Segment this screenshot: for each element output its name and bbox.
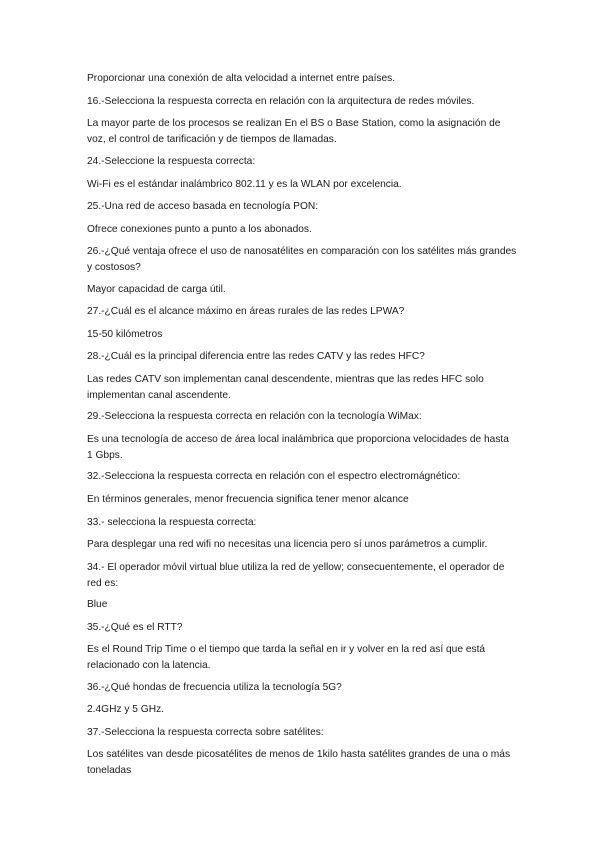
question-text: 16.-Selecciona la respuesta correcta en relación con la arquitectura de redes móviles. bbox=[87, 96, 475, 107]
question-text: 27.-¿Cuál es el alcance máximo en áreas rurales de las redes LPWA? bbox=[87, 306, 405, 317]
answer-text: Es el Round Trip Time o el tiempo que tarda la señal en ir y volver en la red así que está relacionado con la latencia. bbox=[87, 644, 486, 671]
answer-text: En términos generales, menor frecuencia significa tener menor alcance bbox=[87, 494, 409, 505]
question-text: 34.- El operador móvil virtual blue utiliza la red de yellow; consecuentemente, el operador de red es: bbox=[87, 562, 505, 589]
question-text: 36.-¿Qué hondas de frecuencia utiliza la tecnología 5G? bbox=[87, 682, 342, 693]
answer-text: 15-50 kilómetros bbox=[87, 329, 163, 340]
question-text: 26.-¿Qué ventaja ofrece el uso de nanosatélites en comparación con los satélites más grandes y costosos? bbox=[87, 246, 517, 273]
answer-text: Los satélites van desde picosatélites de menos de 1kilo hasta satélites grandes de una o más toneladas bbox=[87, 749, 511, 776]
answer-text: Para desplegar una red wifi no necesitas una licencia pero sí unos parámetros a cumplir. bbox=[87, 539, 488, 550]
answer-text: Las redes CATV son implementan canal descendente, mientras que las redes HFC solo implementan canal ascendente. bbox=[87, 374, 484, 401]
answer-text: Mayor capacidad de carga útil. bbox=[87, 284, 226, 295]
answer-text: La mayor parte de los procesos se realizan En el BS o Base Station, como la asignación de voz, el control de tarificación y de tiempos de llamadas. bbox=[87, 118, 501, 145]
question-text: 28.-¿Cuál es la principal diferencia entre las redes CATV y las redes HFC? bbox=[87, 351, 425, 362]
question-text: 24.-Seleccione la respuesta correcta: bbox=[87, 156, 256, 167]
question-text: 29.-Selecciona la respuesta correcta en relación con la tecnología WiMax: bbox=[87, 411, 422, 422]
answer-text: Blue bbox=[87, 599, 108, 610]
answer-text: 2.4GHz y 5 GHz. bbox=[87, 704, 164, 715]
answer-text: Proporcionar una conexión de alta velocidad a internet entre países. bbox=[87, 73, 396, 84]
answer-text: Ofrece conexiones punto a punto a los abonados. bbox=[87, 224, 312, 235]
question-text: 35.-¿Qué es el RTT? bbox=[87, 622, 183, 633]
question-text: 32.-Selecciona la respuesta correcta en relación con el espectro electromágnético: bbox=[87, 471, 461, 482]
answer-text: Es una tecnología de acceso de área local inalámbrica que proporciona velocidades de hasta 1 Gbps. bbox=[87, 434, 509, 461]
question-text: 25.-Una red de acceso basada en tecnología PON: bbox=[87, 201, 319, 212]
question-text: 33.- selecciona la respuesta correcta: bbox=[87, 517, 257, 528]
question-text: 37.-Selecciona la respuesta correcta sobre satélites: bbox=[87, 727, 324, 738]
answer-text: Wi-Fi es el estándar inalámbrico 802.11 y es la WLAN por excelencia. bbox=[87, 179, 402, 190]
